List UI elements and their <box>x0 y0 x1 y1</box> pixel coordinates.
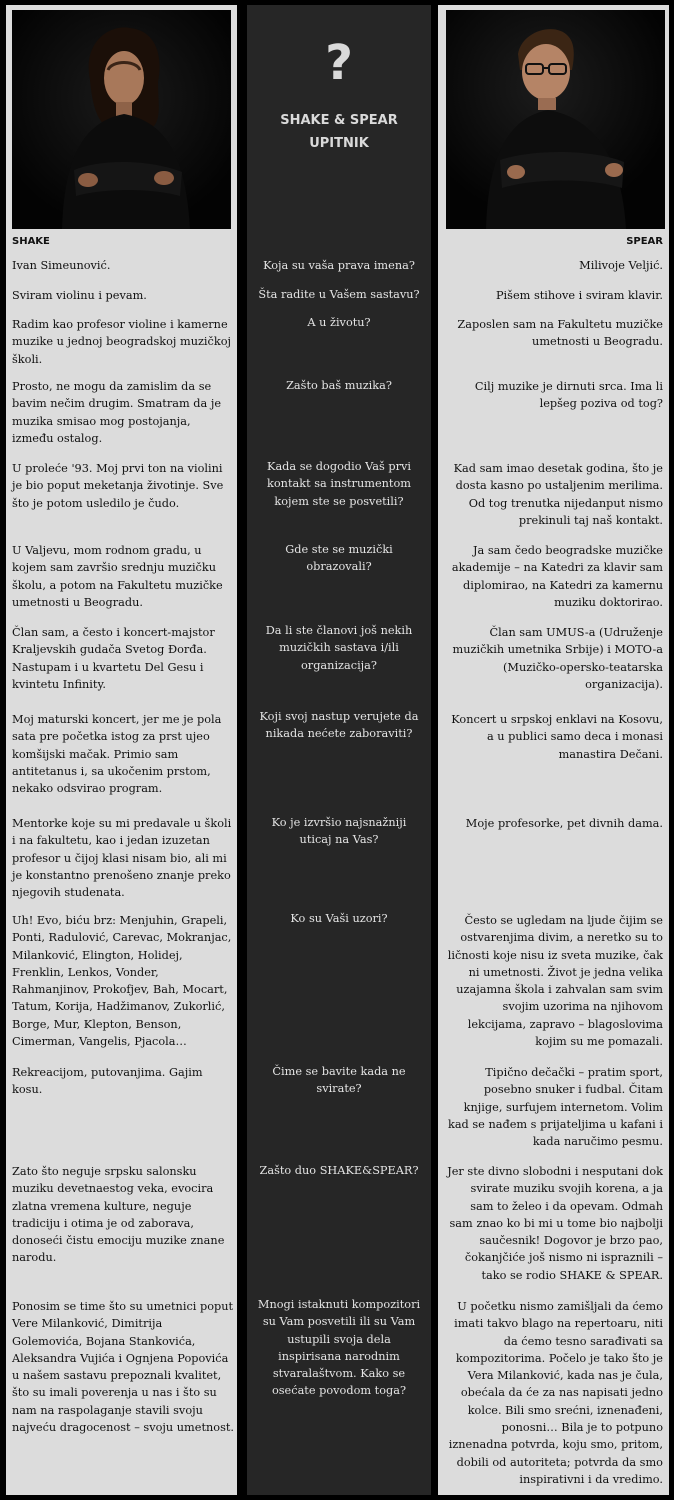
spear-answer-6: Ja sam čedo beogradske muzičke akademije – na Katedri za klavir sam diplomirao, na Katedri za kamernu muziku doktorirao. <box>451 544 663 609</box>
spear-answer-2: Pišem stihove i sviram klavir. <box>495 289 663 302</box>
question-8: Koji svoj nastup verujete da nikada nećete zaboraviti? <box>259 710 419 741</box>
shake-answer-12: Zato što neguje srpsku salonsku muziku devetnaestog veka, evocira zlatna vremena kulture, neguje tradiciju i otima je od zaborava, donoseći čistu emociju muzike znane narodu. <box>12 1165 225 1265</box>
question-mark-icon: ? <box>325 35 353 91</box>
spear-answer-7: Član sam UMUS-a (Udruženje muzičkih umetnika Srbije) i MOTO-a (Muzičko-opersko-teatarska organizacija). <box>452 626 663 691</box>
page-title <box>247 109 431 155</box>
shake-portrait-image <box>12 10 231 229</box>
shake-answer-2: Sviram violinu i pevam. <box>12 289 147 302</box>
shake-answer-13: Ponosim se time što su umetnici poput Vere Milanković, Dimitrija Golemovića, Bojana Stankovića, Aleksandra Vujića i Ognjena Popovića u našem sastavu prepoznali kvalitet, što su imali poverenja u nas i što su nam na raspolaganje stavili svoju najveću dragocenost – svoju umetnost. <box>12 1300 234 1435</box>
title-line-1: SHAKE & SPEAR <box>280 113 398 128</box>
spear-answer-13: U početku nismo zamišljali da ćemo imati takvo blago na repertoaru, niti da ćemo tesno sarađivati sa kompozitorima. Počelo je tako što je Vera Milanković, kada nas je čula, obećala da će za nas napisati jedno kolce. Bili smo srećni, iznenađeni, ponosni… Bila je to potpuno iznenadna potvrda, koju smo, pritom, dobili od autoriteta; potvrda da smo inspirativni i da vredimo. <box>448 1300 663 1486</box>
spear-portrait-image <box>446 10 665 229</box>
spear-answer-12: Jer ste divno slobodni i nesputani dok svirate muziku svojih korena, a ja sam to želeo i da opevam. Odmah sam znao ko bi mi u tome bio najbolji saučesnik! Dogovor je brzo pao, čokanjčiće još nismo ni ispraznili – tako se rodio SHAKE & SPEAR. <box>447 1165 663 1282</box>
question-7: Da li ste članovi još nekih muzičkih sastava i/ili organizacija? <box>265 624 413 672</box>
spear-answer-11: Tipično dečački – pratim sport, posebno snuker i fudbal. Čitam knjige, surfujem internetom. Volim kad se nađem s prijateljima u kafani i kada naručimo pesmu. <box>447 1066 663 1149</box>
questions-column <box>247 5 431 1495</box>
spear-answer-5: Kad sam imao desetak godina, što je dosta kasno po ustaljenim merilima. Od tog trenutka nijedanput nismo prekinuli taj naš kontakt. <box>453 462 663 527</box>
spear-answer-9: Moje profesorke, pet divnih dama. <box>465 817 663 830</box>
question-12: Zašto duo SHAKE&SPEAR? <box>259 1164 419 1177</box>
spear-answer-1: Milivoje Veljić. <box>579 259 663 272</box>
question-11: Čime se bavite kada ne svirate? <box>272 1065 406 1096</box>
shake-column <box>6 5 237 1495</box>
spear-label: SPEAR <box>626 236 663 247</box>
shake-answer-8: Moj maturski koncert, jer me je pola sata pre početka istog za prst ujeo komšijski mačak. Primio sam antitetanus i, sa ukočenim prstom, nekako odsvirao program. <box>12 713 222 796</box>
spear-photo <box>446 10 665 229</box>
spear-column <box>438 5 669 1495</box>
spear-answer-3: Zaposlen sam na Fakultetu muzičke umetnosti u Beogradu. <box>457 318 663 349</box>
question-6: Gde ste se muzički obrazovali? <box>285 543 393 574</box>
question-1: Koja su vaša prava imena? <box>263 259 415 272</box>
shake-answer-6: U Valjevu, mom rodnom gradu, u kojem sam završio srednju muzičku školu, a potom na Fakultetu muzičke umetnosti u Beogradu. <box>12 544 223 609</box>
shake-answer-10: Uh! Evo, biću brz: Menjuhin, Grapeli, Ponti, Radulović, Carevac, Mokranjac, Milanković, Elington, Holidej, Frenklin, Lenkos, Vonder, Rahmanjinov, Prokofjev, Bah, Mocart, Tatum, Korija, Hadžimanov, Zukorlić, Borge, Mur, Klepton, Benson, Cimerman, Vangelis, Pjacola… <box>12 914 232 1049</box>
question-10: Ko su Vaši uzori? <box>290 912 388 925</box>
shake-answer-1: Ivan Simeunović. <box>12 259 111 272</box>
shake-answer-11: Rekreacijom, putovanjima. Gajim kosu. <box>12 1066 203 1097</box>
shake-answer-7: Član sam, a često i koncert-majstor Kraljevskih gudača Svetog Đorđa. Nastupam i u kvartetu Del Gesu i kvintetu Infinity. <box>12 626 215 691</box>
shake-answer-3: Radim kao profesor violine i kamerne muzike u jednoj beogradskoj muzičkoj školi. <box>12 318 232 366</box>
question-13: Mnogi istaknuti kompozitori su Vam posvetili ili su Vam ustupili svoja dela inspirisana narodnim stvaralaštvom. Kako se osećate povodom toga? <box>257 1298 421 1398</box>
question-5: Kada se dogodio Vaš prvi kontakt sa instrumentom kojem ste se posvetili? <box>267 460 411 508</box>
question-2: Šta radite u Vašem sastavu? <box>258 288 420 301</box>
shake-answer-5: U proleće '93. Moj prvi ton na violini je bio poput meketanja životinje. Sve što je potom usledilo je čudo. <box>12 462 224 510</box>
shake-label: SHAKE <box>12 236 50 247</box>
spear-answer-4: Cilj muzike je dirnuti srca. Ima li lepšeg poziva od tog? <box>474 380 663 411</box>
spear-answer-8: Koncert u srpskoj enklavi na Kosovu, a u publici samo deca i monasi manastira Dečani. <box>451 713 663 761</box>
question-4: Zašto baš muzika? <box>286 379 392 392</box>
question-3: A u životu? <box>307 316 371 329</box>
shake-photo <box>12 10 231 229</box>
title-line-2: UPITNIK <box>309 136 369 151</box>
question-9: Ko je izvršio najsnažniji uticaj na Vas? <box>271 816 407 847</box>
spear-answer-10: Često se ugledam na ljude čijim se ostvarenjima divim, a neretko su to ličnosti koje nisu iz sveta muzike, čak ni umetnosti. Život je jedna velika uzajamna škola i zahvalan sam svim svojim uzorima na njihovom lekcijama, zapravo – blagoslovima kojim su me pomazali. <box>447 914 663 1049</box>
shake-answer-4: Prosto, ne mogu da zamislim da se bavim nečim drugim. Smatram da je muzika smisao mog postojanja, između ostalog. <box>12 380 222 445</box>
shake-answer-9: Mentorke koje su mi predavale u školi i na fakultetu, kao i jedan izuzetan profesor u čijoj klasi nisam bio, ali mi je konstantno prenošeno znanje preko njegovih studenata. <box>12 817 232 900</box>
